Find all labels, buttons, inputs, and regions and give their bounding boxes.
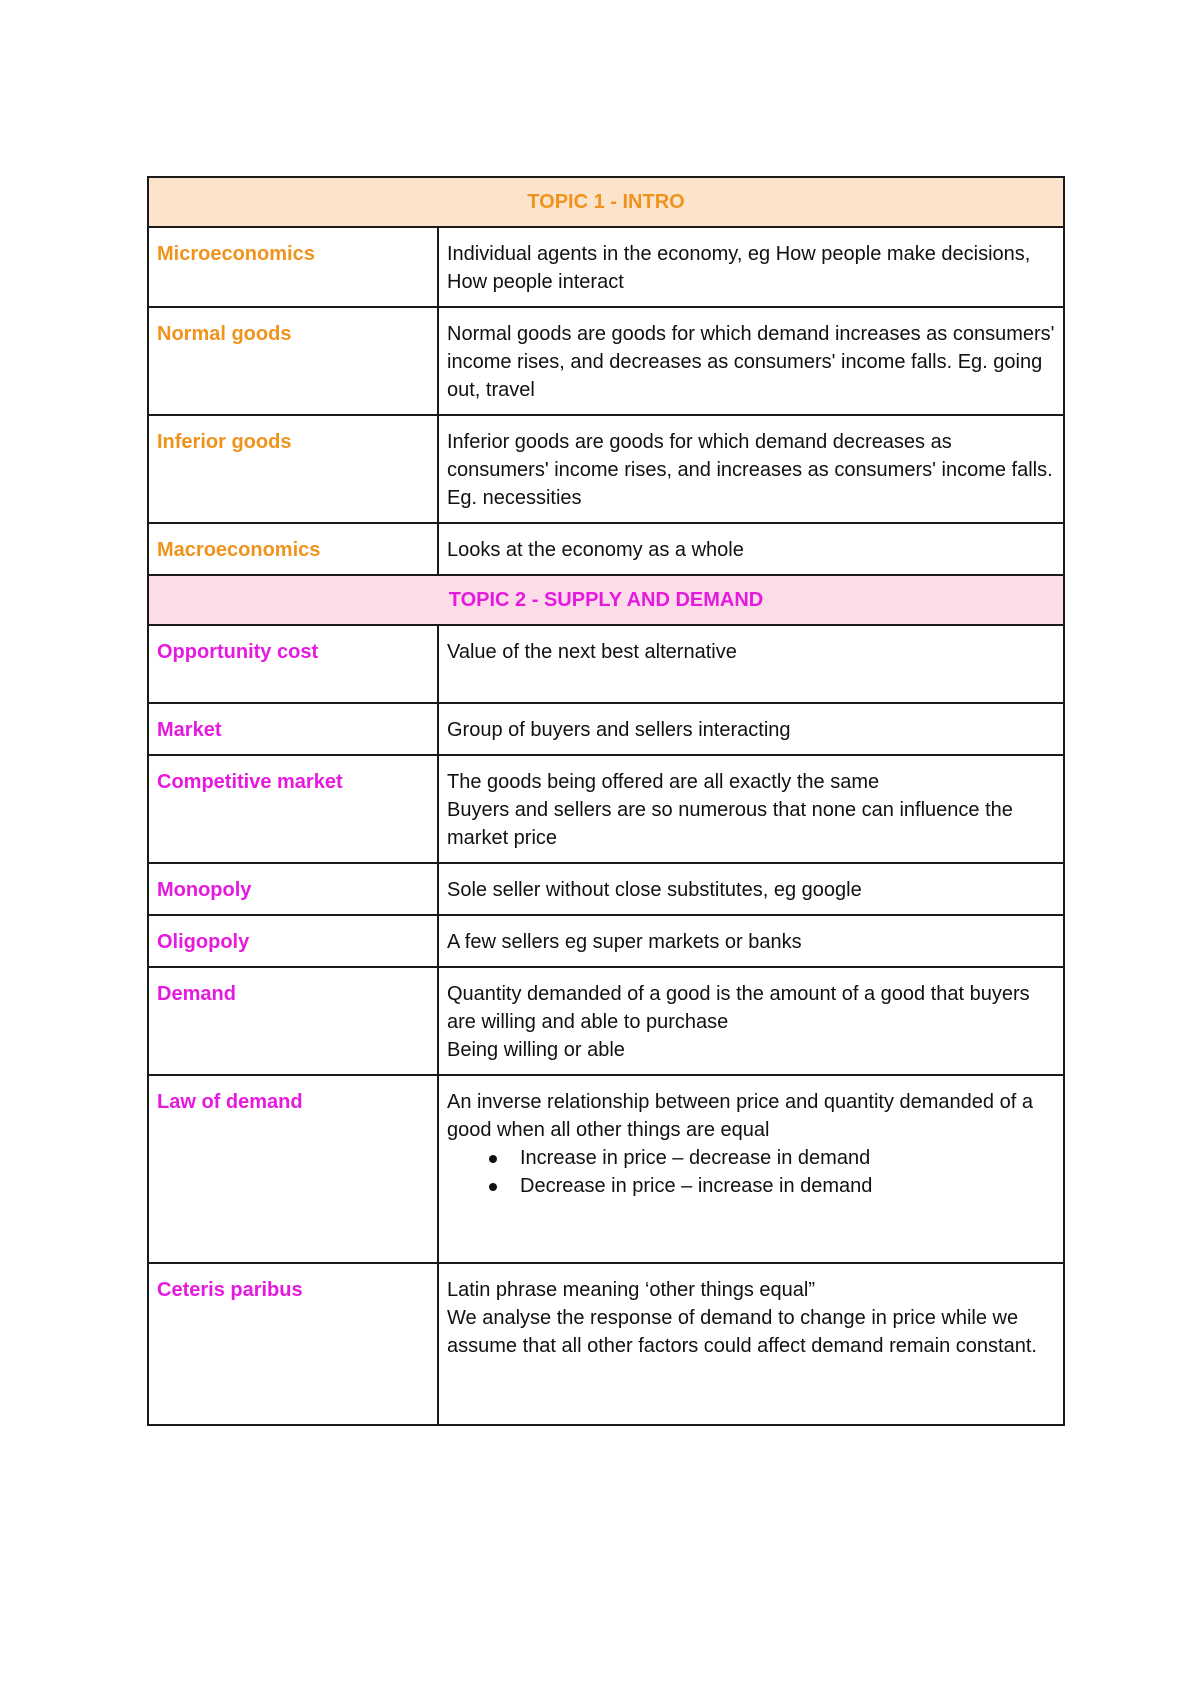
definition-line: Quantity demanded of a good is the amount of a good that buyers are willing and able to purchase xyxy=(447,983,1030,1033)
bullet-icon xyxy=(489,1155,497,1163)
definition-demand xyxy=(438,967,1064,1075)
topic2-title: TOPIC 2 - SUPPLY AND DEMAND xyxy=(148,575,1064,625)
table-row xyxy=(148,307,1064,415)
bullet-text: Increase in price – decrease in demand xyxy=(520,1147,871,1169)
definition-line: We analyse the response of demand to change in price while we assume that all other factors could affect demand remain constant. xyxy=(447,1307,1037,1357)
definition-competitive-market xyxy=(438,755,1064,863)
term-normal-goods: Normal goods xyxy=(148,307,438,415)
term-oligopoly: Oligopoly xyxy=(148,915,438,967)
glossary-table xyxy=(147,176,1065,1426)
table-row xyxy=(148,625,1064,703)
table-row xyxy=(148,1263,1064,1425)
definition-law-of-demand xyxy=(438,1075,1064,1263)
table-row xyxy=(148,967,1064,1075)
definition-ceteris-paribus xyxy=(438,1263,1064,1425)
term-law-of-demand: Law of demand xyxy=(148,1075,438,1263)
table-row xyxy=(148,755,1064,863)
topic1-header-row xyxy=(148,177,1064,227)
term-monopoly: Monopoly xyxy=(148,863,438,915)
bullet-list xyxy=(447,1144,1055,1200)
definition-opportunity-cost: Value of the next best alternative xyxy=(438,625,1064,703)
term-ceteris-paribus: Ceteris paribus xyxy=(148,1263,438,1425)
definition-line: Being willing or able xyxy=(447,1039,625,1061)
term-market: Market xyxy=(148,703,438,755)
table-row xyxy=(148,415,1064,523)
table-row xyxy=(148,703,1064,755)
list-item xyxy=(447,1144,1055,1172)
topic2-header-row xyxy=(148,575,1064,625)
definition-market: Group of buyers and sellers interacting xyxy=(438,703,1064,755)
table-row xyxy=(148,523,1064,575)
definition-line: Buyers and sellers are so numerous that none can influence the market price xyxy=(447,799,1013,849)
term-microeconomics: Microeconomics xyxy=(148,227,438,307)
bullet-icon xyxy=(489,1183,497,1191)
term-competitive-market: Competitive market xyxy=(148,755,438,863)
table-row xyxy=(148,1075,1064,1263)
list-item xyxy=(447,1172,1055,1200)
term-macroeconomics: Macroeconomics xyxy=(148,523,438,575)
term-demand: Demand xyxy=(148,967,438,1075)
definition-normal-goods: Normal goods are goods for which demand increases as consumers' income rises, and decreases as consumers' income falls. Eg. going out, travel xyxy=(438,307,1064,415)
table-row xyxy=(148,227,1064,307)
definition-macroeconomics: Looks at the economy as a whole xyxy=(438,523,1064,575)
definition-line: An inverse relationship between price and quantity demanded of a good when all other things are equal xyxy=(447,1091,1033,1141)
definition-oligopoly: A few sellers eg super markets or banks xyxy=(438,915,1064,967)
definition-inferior-goods: Inferior goods are goods for which demand decreases as consumers' income rises, and increases as consumers' income falls. Eg. necessities xyxy=(438,415,1064,523)
table-row xyxy=(148,915,1064,967)
definition-microeconomics: Individual agents in the economy, eg How people make decisions, How people interact xyxy=(438,227,1064,307)
definition-monopoly: Sole seller without close substitutes, eg google xyxy=(438,863,1064,915)
term-opportunity-cost: Opportunity cost xyxy=(148,625,438,703)
term-inferior-goods: Inferior goods xyxy=(148,415,438,523)
topic1-title: TOPIC 1 - INTRO xyxy=(148,177,1064,227)
definition-line: The goods being offered are all exactly the same xyxy=(447,771,880,793)
bullet-text: Decrease in price – increase in demand xyxy=(520,1175,873,1197)
table-row xyxy=(148,863,1064,915)
definition-line: Latin phrase meaning ‘other things equal” xyxy=(447,1279,816,1301)
